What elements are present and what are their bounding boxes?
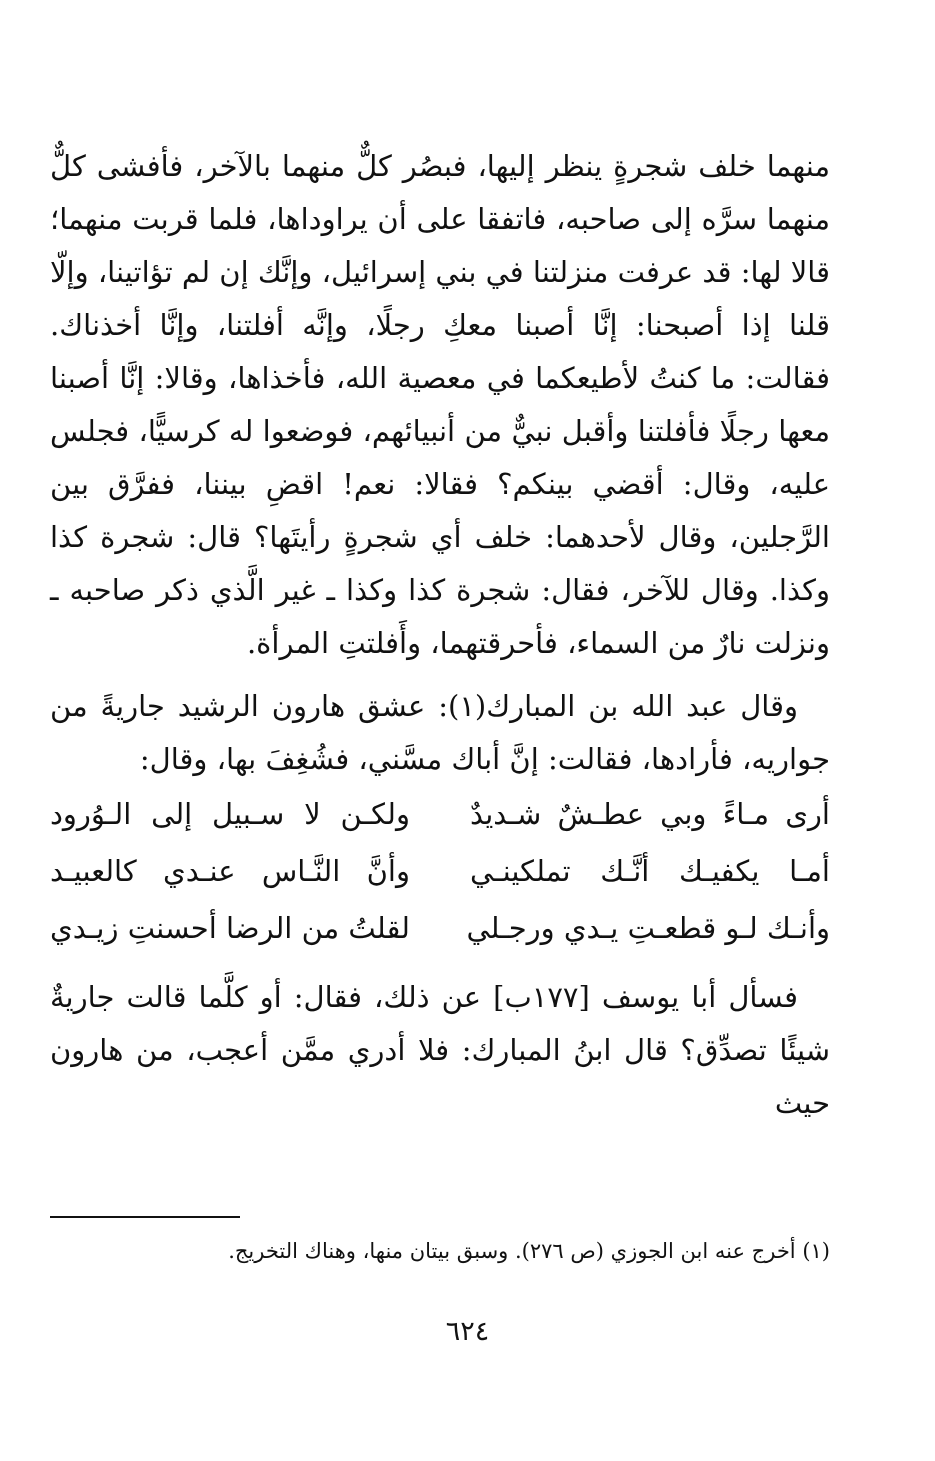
paragraph-ibn-mubarak: وقال عبد الله بن المبارك(١): عشق هارون الرشيد جاريةً من جواريه، فأرادها، فقالت: إنَّ أباك مسَّني، فشُغِفَ بها، وقال: (50, 689, 830, 776)
verse-second-hemistich: لقلتُ من الرضا أحسنتِ زيـدي (50, 911, 410, 945)
paragraph-story: منهما خلف شجرةٍ ينظر إليها، فبصُر كلٌّ منهما بالآخر، فأفشى كلٌّ منهما سرَّه إلى صاحبه، فاتفقا على أن يراوداها، فلما قربت منهما؛ قالا لها: قد عرفت منزلتنا في بني إسرائيل، وإنَّك إن لم تؤاتينا، وإلّا قلنا إذا أصبحنا: إنَّا أصبنا معكِ رجلًا، وإنَّه أفلتنا، وإنَّا أخذناك. فقالت: ما كنتُ لأطيعكما في معصية الله، فأخذاها، وقالا: إنَّا أصبنا معها رجلًا فأفلتنا وأقبل نبيٌّ من أنبيائهم، فوضعوا له كرسيًّا، فجلس عليه، وقال: أقضي بينكم؟ فقالا: نعم! اقضِ بيننا، ففرَّق بين الرَّجلين، وقال لأحدهما: خلف أي شجرةٍ رأيتَها؟ قال: شجرة كذا وكذا. وقال للآخر، فقال: شجرة كذا وكذا ـ غير الَّذي ذكر صاحبه ـ ونزلت نارٌ من السماء، فأحرقتهما، وأَفلتتِ المرأة. (50, 149, 830, 660)
poem-verses (50, 786, 830, 957)
verse-second-hemistich: ولكـن لا سـبيل إلى الـوُرود (50, 797, 410, 831)
paragraph-abu-yusuf: فسأل أبا يوسف [١٧٧ب] عن ذلك، فقال: أو كلَّما قالت جاريةٌ شيئًا تصدِّق؟ قال ابنُ المبارك: فلا أدري ممَّن أعجب، من هارون حيث (50, 980, 830, 1120)
verse-line (50, 900, 830, 957)
verse-second-hemistich: وأنَّ النَّـاس عنـدي كالعبيـد (50, 854, 410, 888)
footnote-divider (50, 1216, 240, 1218)
verse-line (50, 786, 830, 843)
verse-first-hemistich: وأنـك لـو قطعـتِ يـدي ورجـلي (466, 911, 830, 945)
page-body (50, 140, 830, 1130)
page-number: ٦٢٤ (445, 1316, 490, 1347)
verse-line (50, 843, 830, 900)
verse-first-hemistich: أمـا يكفيـك أنَّـك تملكينـي (470, 854, 830, 888)
verse-first-hemistich: أرى مـاءً وبي عطـشٌ شـديدٌ (470, 797, 830, 831)
footnote: (١) أخرج عنه ابن الجوزي (ص ٢٧٦). وسبق بيتان منها، وهناك التخريج. (228, 1239, 830, 1263)
